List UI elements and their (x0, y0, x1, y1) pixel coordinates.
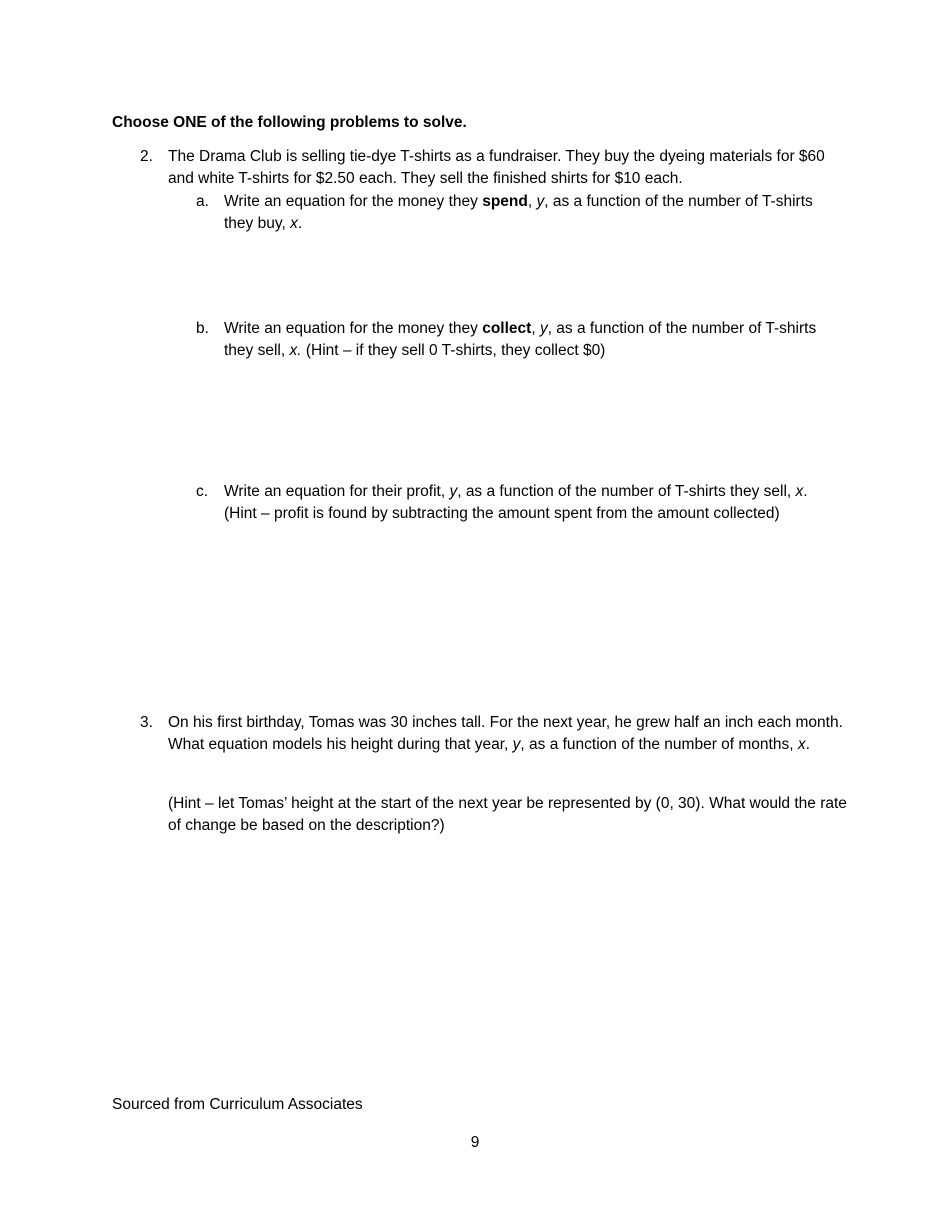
problem-3-text: On his first birthday, Tomas was 30 inches tall. For the next year, he grew half an inch each month. What equation models his height during that year, y, as a function of the number of months, x. (168, 714, 843, 753)
page-number: 9 (470, 1134, 480, 1151)
problem-3-number: 3. (140, 714, 153, 731)
source-credit: Sourced from Curriculum Associates (112, 1096, 363, 1113)
problem-2b-text: Write an equation for the money they collect, y, as a function of the number of T-shirts they sell, x. (Hint – if they sell 0 T-shirts, they collect $0) (224, 320, 817, 359)
problem-2a-text: Write an equation for the money they spend, y, as a function of the number of T-shirts they buy, x. (224, 193, 813, 232)
problem-2c-label: c. (196, 483, 209, 500)
problem-3-hint: (Hint – let Tomas’ height at the start of the next year be represented by (0, 30). What would the rate of change be based on the description?) (168, 795, 847, 834)
problem-2a-label: a. (196, 193, 209, 210)
problem-2c-text: Write an equation for their profit, y, as a function of the number of T-shirts they sell, x. (Hint – profit is found by subtracting the amount spent from the amount collected) (224, 483, 808, 522)
problem-2b-label: b. (196, 320, 209, 337)
instructions-heading: Choose ONE of the following problems to solve. (112, 114, 467, 131)
problem-2-number: 2. (140, 148, 153, 165)
problem-2-text: The Drama Club is selling tie-dye T-shirts as a fundraiser. They buy the dyeing materials for $60 and white T-shirts for $2.50 each. They sell the finished shirts for $10 each. (168, 148, 825, 187)
